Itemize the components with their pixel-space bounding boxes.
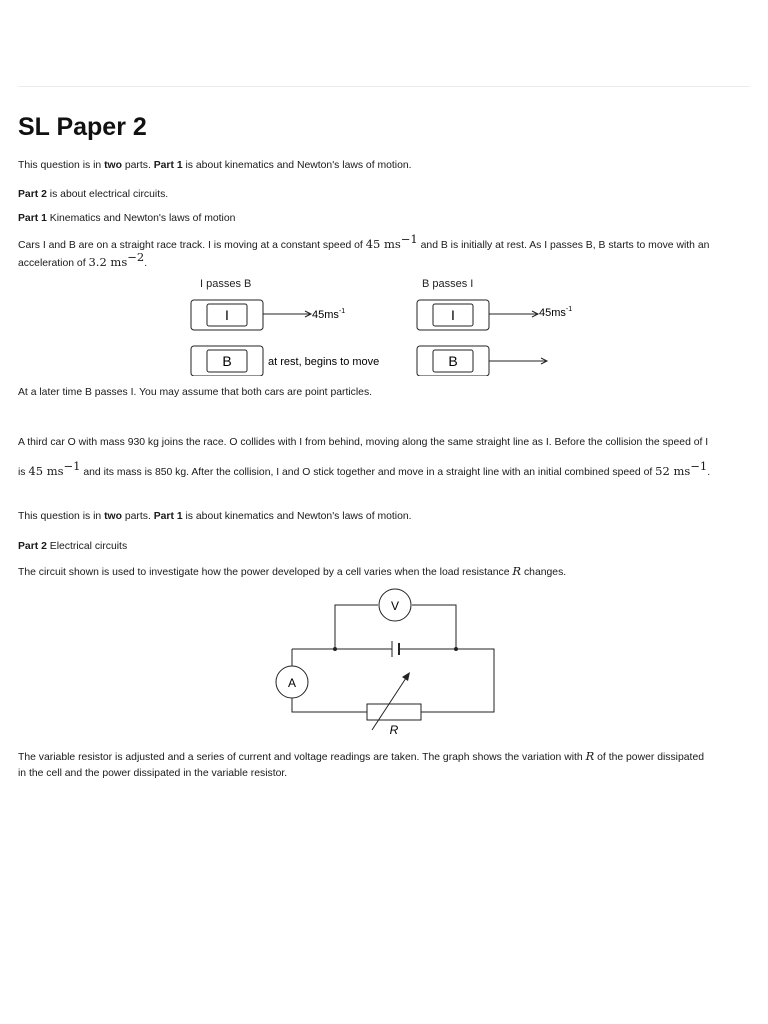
wire: [335, 605, 378, 649]
part2-heading: Part 2 Electrical circuits: [18, 541, 128, 552]
junction-dot: [333, 647, 337, 651]
intro-paragraph-repeat: This question is in two parts. Part 1 is about kinematics and Newton's laws of motion.: [18, 511, 412, 522]
circuit-diagram: [270, 585, 500, 740]
variable-arrowhead-icon: [402, 672, 410, 681]
circuit-paragraph: The circuit shown is used to investigate how the power developed by a cell varies when the load resistance R changes.: [18, 564, 567, 578]
later-time-paragraph: At a later time B passes I. You may assume that both cars are point particles.: [18, 387, 373, 398]
speed-label-left: $45ms^{-1}$: [312, 308, 346, 321]
variable-resistor-paragraph: The variable resistor is adjusted and a series of current and voltage readings are taken. The graph shows the variation with R of the power dissipated in the cell and the power dissipated in the variable resistor.: [18, 749, 704, 779]
part2-intro-paragraph: Part 2 is about electrical circuits.: [18, 189, 169, 200]
variable-resistor: [367, 704, 421, 720]
cars-figure: [180, 272, 600, 376]
car-b-left: [191, 346, 263, 376]
page-title: SL Paper 2: [18, 113, 147, 141]
svg-text:B: B: [448, 353, 458, 369]
intro-paragraph: This question is in two parts. Part 1 is about kinematics and Newton's laws of motion.: [18, 160, 412, 171]
junction-dot: [454, 647, 458, 651]
wire: [412, 605, 456, 649]
part1-heading: Part 1 Kinematics and Newton's laws of motion: [18, 213, 236, 224]
cars-paragraph: Cars I and B are on a straight race track. I is moving at a constant speed of 45 $ms^{-1}$ and B is initially at rest. As I passes B, B starts to move with an acceleration of 3.2 $ms^{-2}$.: [18, 232, 710, 269]
resistor-label: R: [389, 723, 399, 737]
svg-text:B: B: [222, 353, 232, 369]
car-i-right: [417, 300, 489, 330]
wire: [292, 698, 367, 712]
voltmeter-label: V: [390, 599, 400, 613]
speed-label-right: $45ms^{-1}$: [539, 306, 573, 319]
car-i-left: [191, 300, 263, 330]
car-b-right: [417, 346, 489, 376]
svg-text:I: I: [225, 307, 229, 323]
right-figure-title: B passes I: [422, 278, 474, 290]
left-figure-title: I passes B: [200, 278, 252, 290]
svg-text:I: I: [451, 307, 455, 323]
ammeter-label: A: [287, 676, 297, 690]
wire: [399, 649, 494, 712]
top-divider: [18, 86, 750, 87]
variable-arrow: [372, 675, 408, 730]
third-car-paragraph: A third car O with mass 930 kg joins the race. O collides with I from behind, moving along the same straight line as I. Before the collision the speed of I is 45 $ms^{-1}$ and its mass is 850 kg. After the collision, I and O stick together and move in a straight line with an initial combined speed of 52 $ms^{-1}$.: [18, 437, 711, 478]
rest-label: at rest, begins to move: [268, 356, 380, 368]
